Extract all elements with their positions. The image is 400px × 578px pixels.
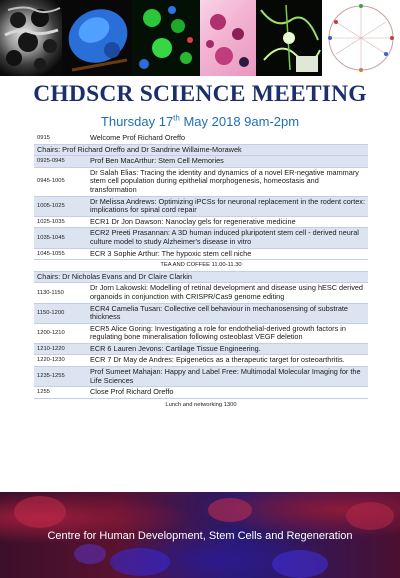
program-row <box>34 355 368 367</box>
session-description: ECR 7 Dr May de Andres: Epigenetics as a therapeutic target for osteoarthritis. <box>90 355 345 365</box>
program-row <box>34 344 368 356</box>
session-description: Dr Salah Elias: Tracing the identity and dynamics of a novel ER-negative mammary stem cell population during epithelial morphogenesis, homeostasis and transformation <box>90 167 359 194</box>
blue-cell-micrograph-image <box>62 0 132 76</box>
program-row <box>34 228 368 248</box>
session-time: 1045-1055 <box>37 250 65 257</box>
green-fluorescence-micrograph-image <box>132 0 200 76</box>
session-time: 1235-1255 <box>37 373 65 380</box>
footer-banner <box>0 492 400 578</box>
program-table <box>34 133 368 411</box>
session-description: ECR4 Camelia Tusan: Collective cell behaviour in mechanosensing of substrate thickness <box>90 303 348 322</box>
session-description: Prof Ben MacArthur: Stem Cell Memories <box>90 156 224 166</box>
session-description: Dr Jorn Lakowski: Modelling of retinal development and disease using hESC derived organoids in conjunction with CRISPR/Cas9 genome editing <box>90 283 363 301</box>
session-time: 0915 <box>37 135 50 141</box>
session-time: 1255 <box>37 389 50 396</box>
session-description: ECR2 Preeti Prasannan: A 3D human induced pluripotent stem cell - derived neural culture model to study Alzheimer's disease in vitro <box>90 228 359 246</box>
program-row <box>34 168 368 197</box>
program-row <box>34 156 368 168</box>
session-time: 0945-1005 <box>37 178 65 185</box>
header-image-strip <box>0 0 400 76</box>
lunch-row: Lunch and networking 1300 <box>165 401 237 408</box>
session-time: 1035-1045 <box>37 234 65 241</box>
session-description: Welcome Prof Richard Oreffo <box>90 133 186 142</box>
session-description: Prof Sumeet Mahajan: Happy and Label Free: Multimodal Molecular Imaging for the Life Sciences <box>90 367 361 385</box>
green-network-micrograph-image <box>256 0 322 76</box>
chairs-row: Chairs: Prof Richard Oreffo and Dr Sandrine Willaime-Morawek <box>34 145 368 157</box>
break-row: TEA AND COFFEE 11.00-11.30 <box>34 260 368 272</box>
session-time: 1025-1035 <box>37 218 65 225</box>
scaffold-micrograph-image <box>0 0 62 76</box>
program-row <box>34 324 368 344</box>
session-description: ECR 6 Lauren Jevons: Cartilage Tissue Engineering. <box>90 343 261 353</box>
session-time: 1005-1025 <box>37 202 65 209</box>
session-description: ECR 3 Sophie Arthur: The hypoxic stem cell niche <box>90 248 252 258</box>
program-row <box>34 249 368 261</box>
session-time: 1130-1150 <box>37 289 64 296</box>
program-row <box>34 304 368 324</box>
session-time: 1220-1230 <box>37 357 65 364</box>
program-row <box>34 197 368 217</box>
program-row <box>34 387 368 399</box>
session-time: 1210-1220 <box>37 345 65 352</box>
session-time: 1150-1200 <box>37 309 65 316</box>
network-diagram-image <box>322 0 400 76</box>
pink-histology-image <box>200 0 256 76</box>
date-prefix: Thursday 17 <box>100 114 174 129</box>
session-description: Close Prof Richard Oreffo <box>90 387 174 397</box>
session-time: 0925-0945 <box>37 158 65 165</box>
program-row <box>34 367 368 387</box>
date-rest: May 2018 9am-2pm <box>179 114 300 129</box>
chairs-row: Chairs: Dr Nicholas Evans and Dr Claire Clarkin <box>34 272 368 284</box>
date-ordinal: th <box>173 113 180 123</box>
session-description: ECR5 Alice Goring: Investigating a role for endothelial-derived growth factors in regulating bone mineralisation following osteoblast VEGF deletion <box>90 323 346 342</box>
program-row <box>34 217 368 229</box>
session-description: Dr Melissa Andrews: Optimizing iPCSs for neuronal replacement in the rodent cortex: implications for spinal cord repair <box>90 196 365 215</box>
footer-title: Centre for Human Development, Stem Cells and Regeneration <box>47 530 353 542</box>
session-time: 1200-1210 <box>37 329 65 336</box>
program-row-welcome <box>34 133 368 145</box>
session-description: ECR1 Dr Jon Dawson: Nanoclay gels for regenerative medicine <box>90 216 296 226</box>
event-date <box>0 114 400 129</box>
program-row <box>34 283 368 303</box>
page-title: CHDSCR SCIENCE MEETING <box>33 81 367 107</box>
